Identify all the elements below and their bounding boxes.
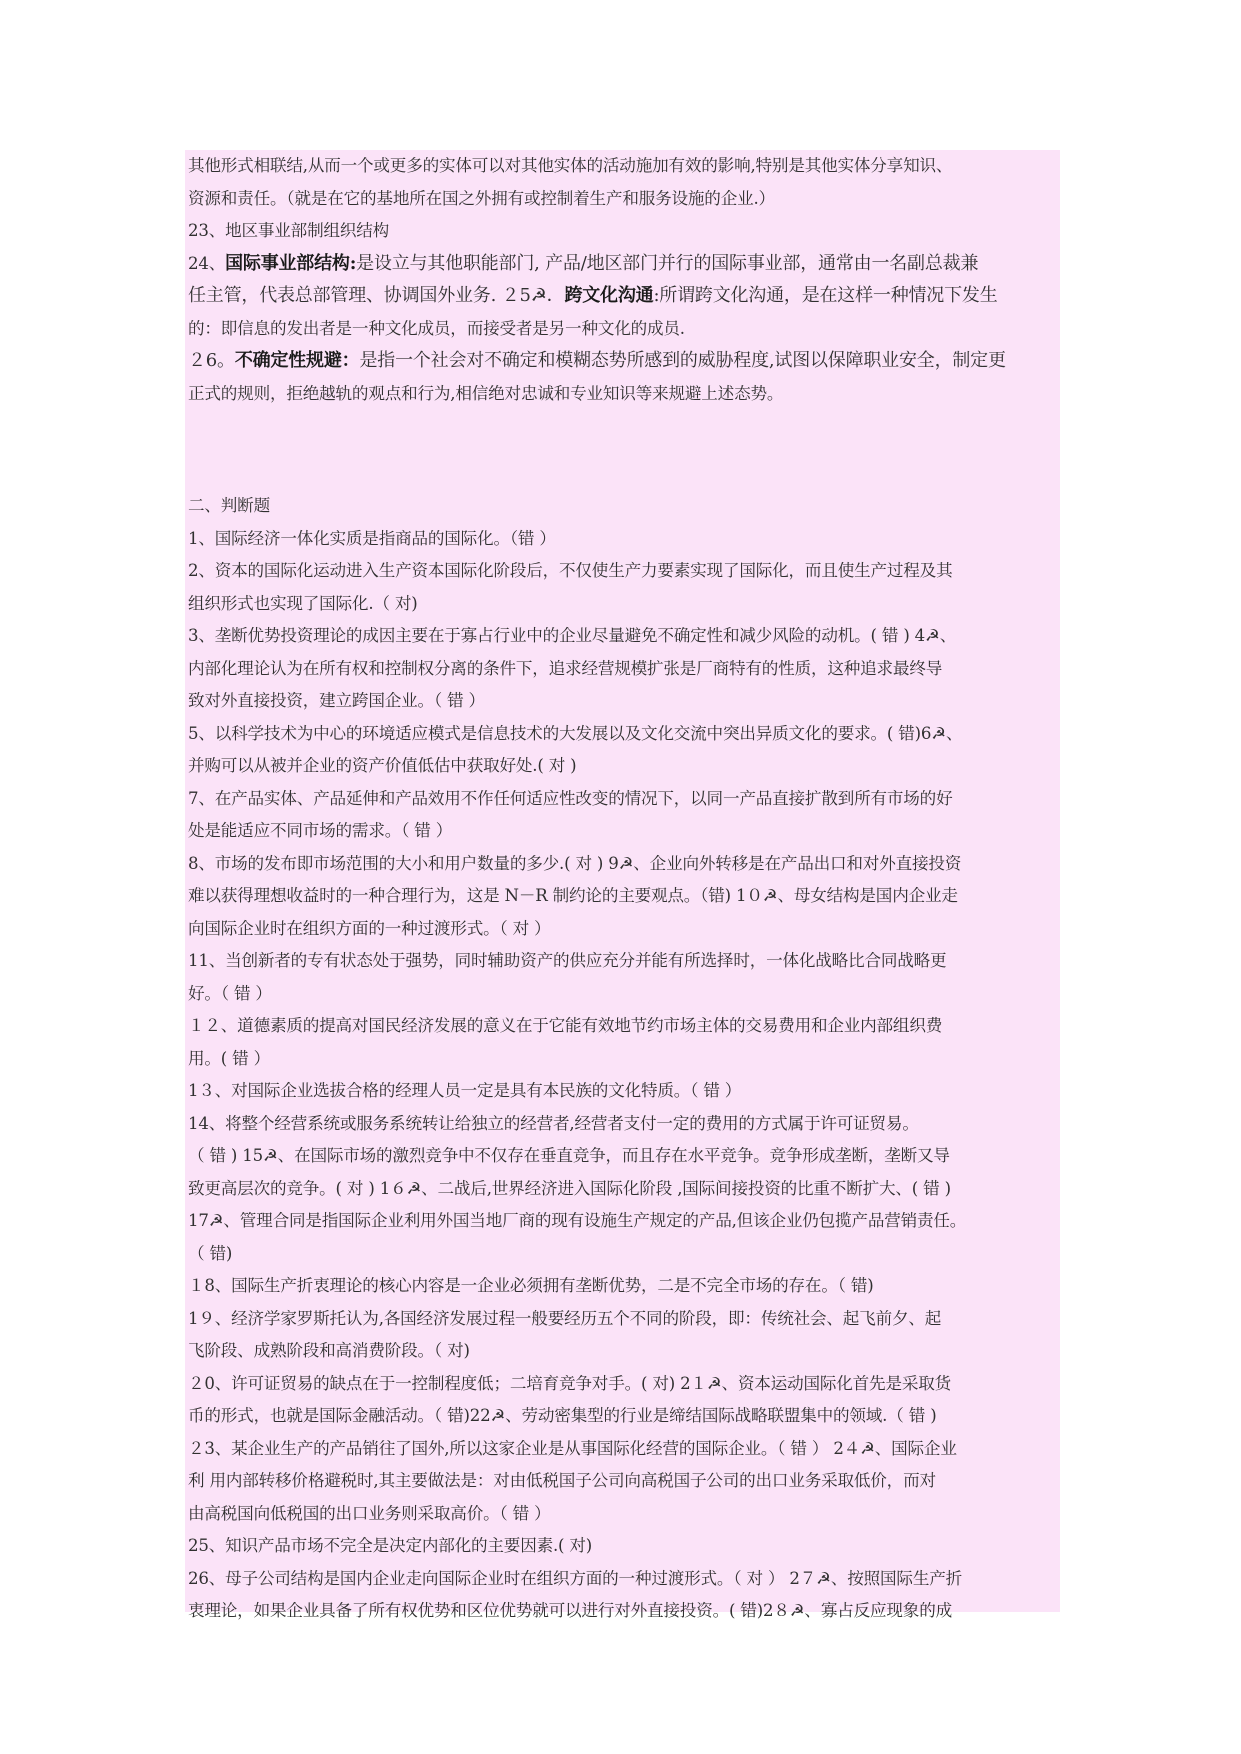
judgment-line: 难以获得理想收益时的一种合理行为，这是 N－R 制约论的主要观点。（错) 1０☭、母女结构是国内企业走 <box>188 886 958 905</box>
definition-line-24b <box>188 280 1057 313</box>
term-uncertainty-avoidance: 不确定性规避： <box>234 350 360 371</box>
judgment-line: 5、以科学技术为中心的环境适应模式是信息技术的大发展以及文化交流中突出异质文化的要求。( 错)6☭、 <box>188 723 963 743</box>
definition-text: :所谓跨文化沟通，是在这样一种情况下发生 <box>653 285 998 306</box>
text-line: 其他形式相联结,从而一个或更多的实体可以对其他实体的活动施加有效的影响,特别是其他实体分享知识、 <box>188 156 953 175</box>
judgment-line: 币的形式，也就是国际金融活动。（ 错)22☭、劳动密集型的行业是缔结国际战略联盟集中的领域.（ 错 ) <box>188 1406 937 1425</box>
judgment-line: 2、资本的国际化运动进入生产资本国际化阶段后，不仅使生产力要素实现了国际化，而且使生产过程及其 <box>188 561 953 580</box>
judgment-line: （ 错 ) 15☭、在国际市场的激烈竞争中不仅存在垂直竞争，而且存在水平竞争。竞争形成垄断，垄断又导 <box>188 1146 950 1165</box>
judgment-line: 17☭、管理合同是指国际企业利用外国当地厂商的现有设施生产规定的产品,但该企业仍包揽产品营销责任。 <box>188 1211 967 1230</box>
judgment-line: 14、将整个经营系统或服务系统转让给独立的经营者,经营者支付一定的费用的方式属于许可证贸易。 <box>188 1113 919 1133</box>
judgment-line: 7、在产品实体、产品延伸和产品效用不作任何适应性改变的情况下，以同一产品直接扩散到所有市场的好 <box>188 788 953 808</box>
judgment-line: ２3、某企业生产的产品销往了国外,所以这家企业是从事国际化经营的国际企业。（ 错 ） 2４☭、国际企业 <box>188 1438 957 1458</box>
judgment-line: 并购可以从被并企业的资产价值低估中获取好处.( 对 ) <box>188 756 577 775</box>
definition-line-24 <box>188 248 1057 281</box>
judgment-line: １２、道德素质的提高对国民经济发展的意义在于它能有效地节约市场主体的交易费用和企业内部组织费 <box>188 1016 943 1035</box>
judgment-line: １8、国际生产折衷理论的核心内容是一企业必须拥有垄断优势，二是不完全市场的存在。（ 错) <box>188 1276 874 1295</box>
judgment-line: 25、知识产品市场不完全是决定内部化的主要因素.( 对) <box>188 1536 593 1555</box>
definition-line-26 <box>188 345 1057 378</box>
judgment-line: 由高税国向低税国的出口业务则采取高价。（ 错 ） <box>188 1503 551 1523</box>
judgment-line: 用。( 错 ） <box>188 1048 270 1068</box>
judgment-line: 利 用内部转移价格避税时,其主要做法是：对由低税国子公司向高税国子公司的出口业务采取低价，而对 <box>188 1471 936 1490</box>
judgment-line: 衷理论，如果企业具备了所有权优势和区位优势就可以进行对外直接投资。( 错)2８☭、寡占反应现象的成 <box>188 1601 952 1620</box>
section-gap <box>188 410 1057 490</box>
judgment-line: 内部化理论认为在所有权和控制权分离的条件下，追求经营规模扩张是厂商特有的性质，这种追求最终导 <box>188 658 943 678</box>
judgment-line: 好。（ 错 ） <box>188 983 272 1003</box>
judgment-line: 8、市场的发布即市场范围的大小和用户数量的多少.( 对 ) 9☭、企业向外转移是在产品出口和对外直接投资 <box>188 853 962 873</box>
judgment-line: 向国际企业时在组织方面的一种过渡形式。（ 对 ） <box>188 918 551 938</box>
term-international-division: 国际事业部结构: <box>225 252 357 274</box>
definition-text: 是设立与其他职能部门, 产品/地区部门并行的国际事业部，通常由一名副总裁兼 <box>356 252 979 274</box>
judgment-line: （ 错) <box>188 1243 233 1263</box>
judgment-line: 组织形式也实现了国际化.（ 对) <box>188 593 418 613</box>
text-line: 资源和责任。（就是在它的基地所在国之外拥有或控制着生产和服务设施的企业.） <box>188 188 775 208</box>
judgment-line: 处是能适应不同市场的需求。（ 错 ） <box>188 821 453 840</box>
judgment-line: 1３、对国际企业选拔合格的经理人员一定是具有本民族的文化特质。（ 错 ） <box>188 1081 742 1100</box>
item-number: 24、 <box>188 253 226 273</box>
highlighted-text-block <box>185 150 1060 1620</box>
judgment-line: 二、判断题 <box>188 496 270 515</box>
definition-text: 任主管，代表总部管理、协调国外业务. ２5☭． <box>188 285 565 306</box>
judgment-line: 26、母子公司结构是国内企业走向国际企业时在组织方面的一种过渡形式。（ 对 ） 2７☭、按照国际生产折 <box>188 1568 962 1588</box>
judgment-line: 11、当创新者的专有状态处于强势，同时辅助资产的供应充分并能有所选择时，一体化战略比合同战略更 <box>188 951 947 970</box>
judgment-line: 1、国际经济一体化实质是指商品的国际化。（错 ） <box>188 528 556 548</box>
judgment-line: ２0、许可证贸易的缺点在于一控制程度低；二培育竞争对手。( 对) 2１☭、资本运动国际化首先是采取货 <box>188 1373 952 1393</box>
judgment-line: 致对外直接投资，建立跨国企业。（ 错 ） <box>188 691 485 710</box>
judgment-line: 飞阶段、成熟阶段和高消费阶段。（ 对) <box>188 1341 470 1360</box>
judgment-line: 3、垄断优势投资理论的成因主要在于寡占行业中的企业尽量避免不确定性和减少风险的动机。( 错 ) 4☭、 <box>188 626 957 645</box>
definition-line-26b: 正式的规则，拒绝越轨的观点和行为,相信绝对忠诚和专业知识等来规避上述态势。 <box>188 383 784 403</box>
text-line: 23、地区事业部制组织结构 <box>188 221 390 240</box>
term-cross-cultural-communication: 跨文化沟通 <box>564 285 654 306</box>
definition-line-24c: 的：即信息的发出者是一种文化成员，而接受者是另一种文化的成员. <box>188 318 685 338</box>
definition-text: 是指一个社会对不确定和模糊态势所感到的威胁程度,试图以保障职业安全，制定更 <box>359 350 1006 371</box>
judgment-line: 1９、经济学家罗斯托认为,各国经济发展过程一般要经历五个不同的阶段，即：传统社会、起飞前夕、起 <box>188 1308 942 1328</box>
item-number: ２6。 <box>188 350 235 371</box>
judgment-line: 致更高层次的竞争。( 对 ) 1６☭、二战后,世界经济进入国际化阶段 ,国际间接投资的比重不断扩大、( 错 ) <box>188 1178 951 1198</box>
